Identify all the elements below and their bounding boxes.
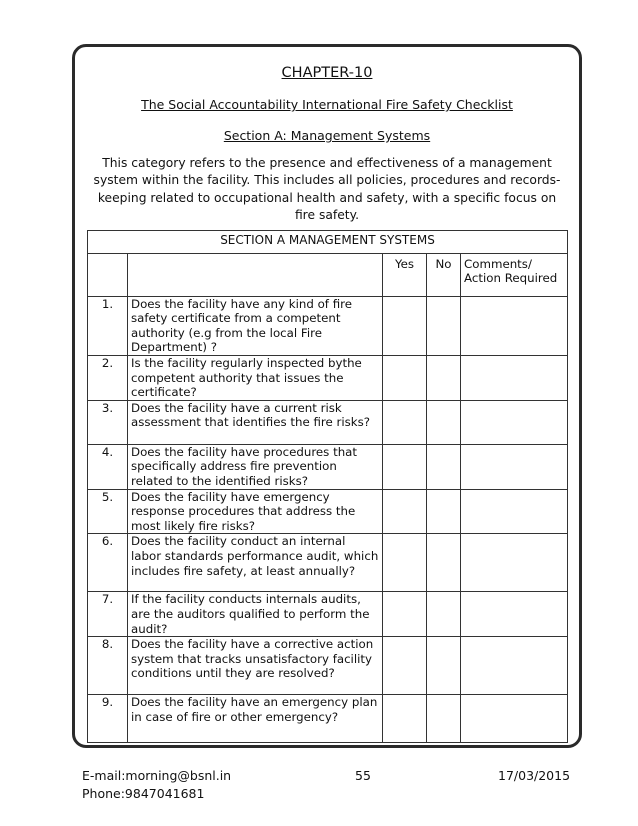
page-frame	[72, 44, 582, 748]
yes-cell	[383, 355, 427, 400]
comments-cell	[461, 695, 568, 743]
footer-email: E-mail:morning@bsnl.in	[82, 768, 232, 783]
comments-cell	[461, 355, 568, 400]
chapter-title: CHAPTER-10	[281, 65, 373, 81]
no-cell	[427, 592, 461, 637]
no-cell	[427, 695, 461, 743]
comments-cell	[461, 534, 568, 592]
checklist-title: The Social Accountability International Fire Safety Checklist	[141, 97, 513, 112]
footer-phone: Phone:9847041681	[82, 786, 205, 801]
comments-cell	[461, 400, 568, 444]
yes-cell	[383, 592, 427, 637]
comments-cell	[461, 592, 568, 637]
question-text: Does the facility have emergency response procedures that address the most likely fire risks?	[128, 489, 383, 534]
header-blank-num	[88, 253, 128, 296]
checklist-row	[88, 534, 568, 592]
no-column-header: No	[427, 253, 461, 296]
row-number: 5.	[88, 489, 128, 534]
no-cell	[427, 489, 461, 534]
no-cell	[427, 637, 461, 695]
intro-paragraph: This category refers to the presence and effectiveness of a management system within the facility. This includes all policies, procedures and records- keeping related to occupational health and safety, with a specific focus on fire safety.	[93, 156, 561, 222]
row-number: 8.	[88, 637, 128, 695]
checklist-row	[88, 296, 568, 355]
comments-cell	[461, 637, 568, 695]
question-text: Does the facility have an emergency plan in case of fire or other emergency?	[128, 695, 383, 743]
yes-column-header: Yes	[383, 253, 427, 296]
no-cell	[427, 355, 461, 400]
comments-cell	[461, 444, 568, 489]
checklist-row	[88, 355, 568, 400]
column-header-row	[88, 253, 568, 296]
row-number: 2.	[88, 355, 128, 400]
checklist-row	[88, 637, 568, 695]
no-cell	[427, 400, 461, 444]
question-text: Does the facility have any kind of fire safety certificate from a competent authority (e.g from the local Fire Department) ?	[128, 296, 383, 355]
row-number: 7.	[88, 592, 128, 637]
row-number: 6.	[88, 534, 128, 592]
question-text: Does the facility have a corrective action system that tracks unsatisfactory facility conditions until they are resolved?	[128, 637, 383, 695]
checklist-row	[88, 400, 568, 444]
section-heading: Section A: Management Systems	[223, 128, 431, 143]
comments-cell	[461, 489, 568, 534]
checklist-row	[88, 592, 568, 637]
question-text: Is the facility regularly inspected bythe competent authority that issues the certificate?	[128, 355, 383, 400]
header-blank-question	[128, 253, 383, 296]
checklist-row	[88, 444, 568, 489]
no-cell	[427, 444, 461, 489]
checklist-table	[87, 230, 568, 743]
row-number: 9.	[88, 695, 128, 743]
table-title: SECTION A MANAGEMENT SYSTEMS	[88, 231, 568, 254]
question-text: Does the facility have procedures that specifically address fire prevention related to the identified risks?	[128, 444, 383, 489]
no-cell	[427, 534, 461, 592]
yes-cell	[383, 637, 427, 695]
row-number: 4.	[88, 444, 128, 489]
comments-column-header: Comments/ Action Required	[461, 253, 568, 296]
yes-cell	[383, 400, 427, 444]
row-number: 1.	[88, 296, 128, 355]
yes-cell	[383, 695, 427, 743]
no-cell	[427, 296, 461, 355]
checklist-row	[88, 489, 568, 534]
question-text: Does the facility conduct an internal labor standards performance audit, which includes fire safety, at least annually?	[128, 534, 383, 592]
yes-cell	[383, 444, 427, 489]
yes-cell	[383, 296, 427, 355]
yes-cell	[383, 489, 427, 534]
footer-date: 17/03/2015	[498, 768, 571, 783]
page-number: 55	[355, 768, 371, 783]
checklist-row	[88, 695, 568, 743]
comments-cell	[461, 296, 568, 355]
yes-cell	[383, 534, 427, 592]
question-text: If the facility conducts internals audits, are the auditors qualified to perform the audit?	[128, 592, 383, 637]
question-text: Does the facility have a current risk assessment that identifies the fire risks?	[128, 400, 383, 444]
row-number: 3.	[88, 400, 128, 444]
